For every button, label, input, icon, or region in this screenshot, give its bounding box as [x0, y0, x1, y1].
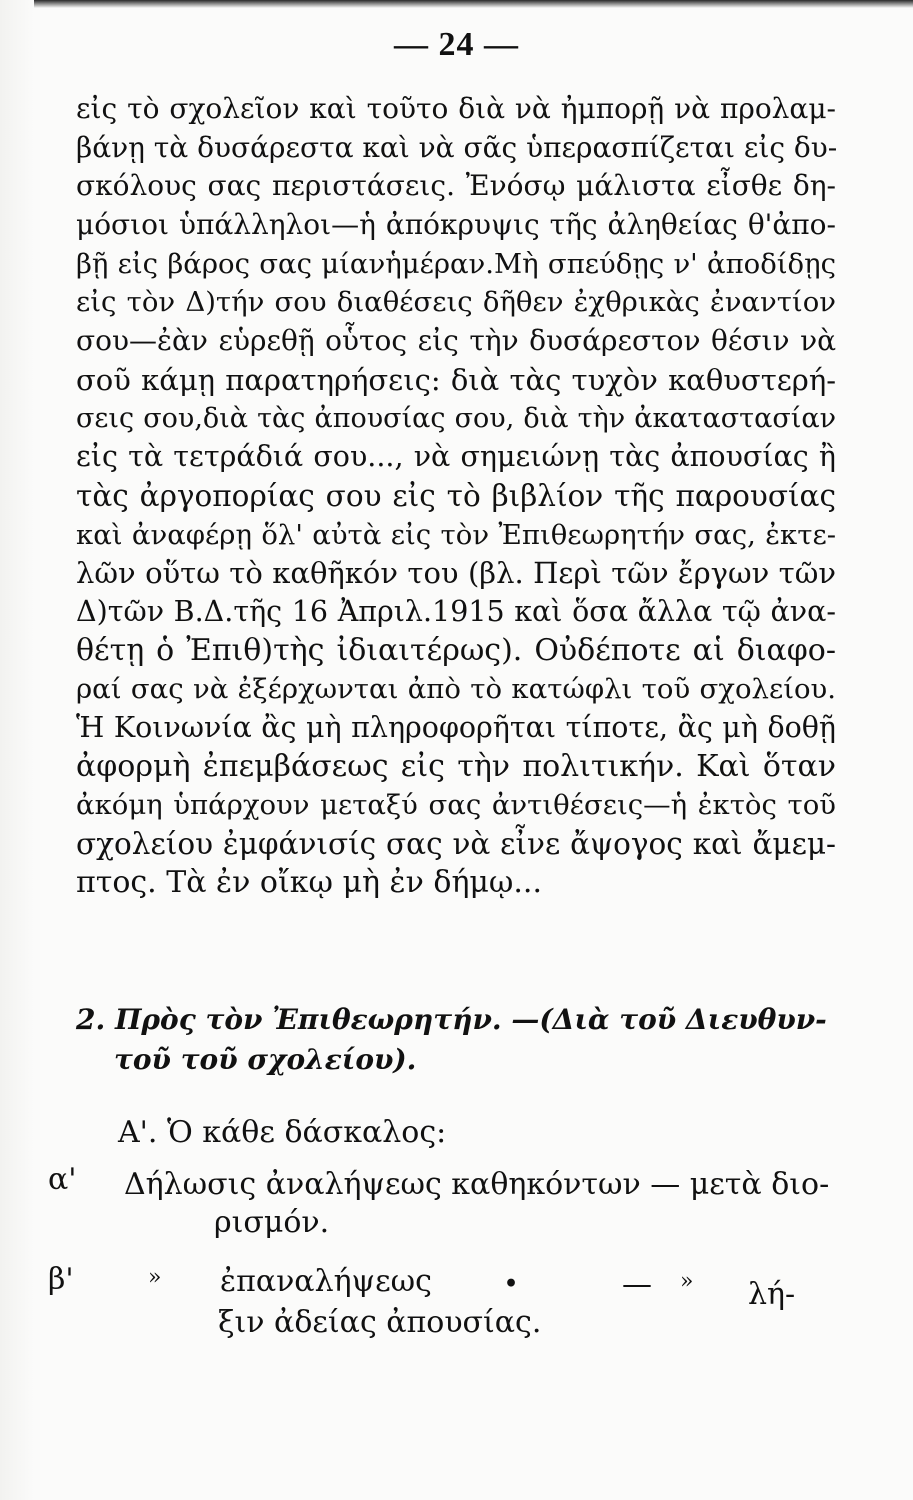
body-line: Ἡ Κοινωνία ἂς μὴ πληροφορῆται τίποτε, ἂς μὴ δοθῇ	[76, 711, 836, 744]
item-a-marker: α'	[48, 1162, 77, 1197]
page-top-shadow	[0, 0, 913, 8]
item-b-continuation: ξιν ἀδείας ἀπουσίας.	[218, 1305, 542, 1340]
item-b-text: ἐπαναλήψεως	[220, 1264, 432, 1299]
item-a-text: Δήλωσις ἀναλήψεως καθηκόντων — μετὰ διο-	[124, 1167, 830, 1202]
page-binding-shadow	[0, 0, 34, 1500]
body-line: σκόλους σας περιστάσεις. Ἐνόσῳ μάλιστα εἶσθε δη-	[76, 169, 836, 203]
ditto-mark: »	[148, 1265, 162, 1290]
body-line: σου—ἐὰν εὑρεθῇ οὗτος εἰς τὴν δυσάρεστον θέσιν νὰ	[76, 324, 836, 358]
body-line: εἰς τὸν Δ)τήν σου διαθέσεις δῆθεν ἐχθρικὰς ἐναντίον	[76, 286, 836, 319]
body-line: θέτῃ ὁ Ἐπιθ)τὴς ἰδιαιτέρως). Οὐδέποτε αἱ διαφο-	[76, 632, 836, 668]
body-line: ἀφορμὴ ἐπεμβάσεως εἰς τὴν πολιτικήν. Καὶ ὅταν	[76, 748, 836, 784]
ditto-mark: »	[680, 1269, 694, 1294]
print-mark: •	[504, 1271, 519, 1297]
dash: —	[622, 1267, 652, 1302]
body-line: βῇ εἰς βάρος σας μίανἡμέραν.Μὴ σπεύδῃς ν' ἀποδίδῃς	[76, 247, 836, 280]
body-line: σοῦ κάμῃ παρατηρήσεις: διὰ τὰς τυχὸν καθυστερή-	[76, 362, 836, 397]
body-line: μόσιοι ὑπάλληλοι—ἡ ἀπόκρυψις τῆς ἀληθείας θ'ἀπο-	[76, 208, 836, 242]
section-heading-line-1: 2. Πρὸς τὸν Ἐπιθεωρητήν. —(Διὰ τοῦ Διευθυν-	[76, 1003, 827, 1036]
body-line: σεις σου,διὰ τὰς ἀπουσίας σου, διὰ τὴν ἀκαταστασίαν	[76, 402, 836, 434]
body-line: καὶ ἀναφέρῃ ὅλ' αὐτὰ εἰς τὸν Ἐπιθεωρητήν σας, ἐκτε-	[76, 518, 836, 551]
subheading: Α'. Ὁ κάθε δάσκαλος:	[118, 1115, 447, 1150]
body-line: σχολείου ἐμφάνισίς σας νὰ εἶνε ἄψογος καὶ ἄμεμ-	[76, 827, 836, 862]
body-line: ἀκόμη ὑπάρχουν μεταξύ σας ἀντιθέσεις—ἡ ἐκτὸς τοῦ	[76, 789, 836, 822]
page-number: — 24 —	[394, 26, 519, 63]
section-heading-line-2: τοῦ τοῦ σχολείου).	[114, 1043, 417, 1076]
body-line: εἰς τὸ σχολεῖον καὶ τοῦτο διὰ νὰ ἠμπορῇ νὰ προλαμ-	[76, 92, 836, 125]
section-heading	[76, 1000, 836, 1080]
item-b-marker: β'	[48, 1262, 74, 1297]
item-b-word: λή-	[748, 1277, 796, 1312]
body-line: λῶν οὕτω τὸ καθῆκόν του (βλ. Περὶ τῶν ἔργων τῶν	[76, 556, 836, 591]
body-line: εἰς τὰ τετράδιά σου..., νὰ σημειώνῃ τὰς ἀπουσίας ἢ	[76, 440, 836, 474]
body-line: πτος. Τὰ ἐν οἴκῳ μὴ ἐν δήμῳ...	[76, 864, 542, 900]
body-line: Δ)τῶν Β.Δ.τῆς 16 Ἀπριλ.1915 καὶ ὅσα ἄλλα τῷ ἀνα-	[76, 594, 836, 628]
body-line: ραί σας νὰ ἐξέρχωνται ἀπὸ τὸ κατώφλι τοῦ σχολείου.	[76, 673, 836, 706]
body-line: βάνῃ τὰ δυσάρεστα καὶ νὰ σᾶς ὑπερασπίζεται εἰς δυ-	[76, 130, 838, 164]
body-text	[76, 90, 836, 902]
body-line: τὰς ἀργοπορίας σου εἰς τὸ βιβλίον τῆς παρουσίας	[76, 478, 836, 513]
item-a-continuation: ρισμόν.	[214, 1205, 330, 1240]
